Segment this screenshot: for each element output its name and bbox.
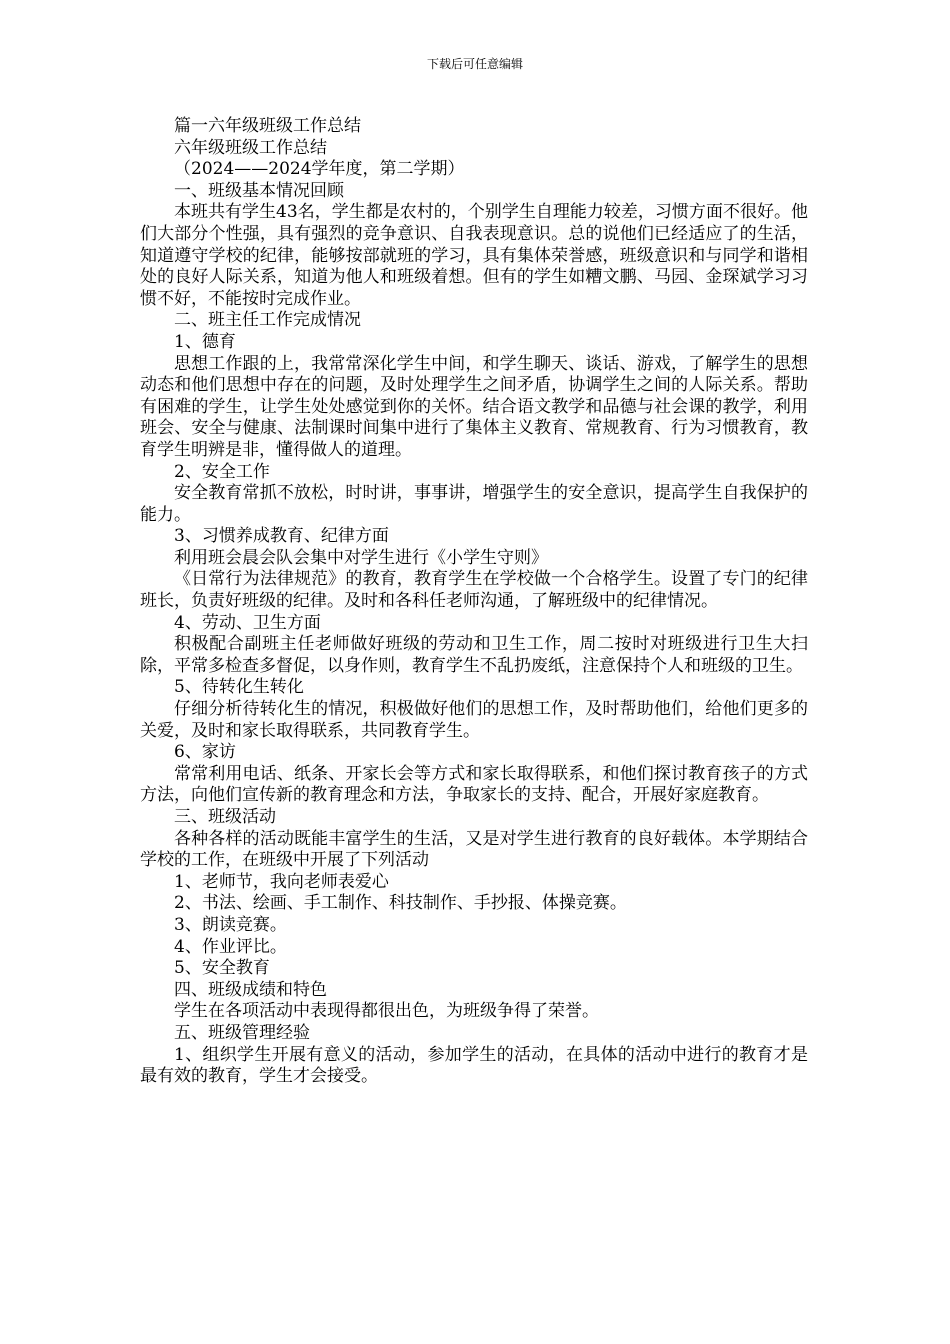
- paragraph: 积极配合副班主任老师做好班级的劳动和卫生工作，周二按时对班级进行卫生大扫除，平常多检查多督促，以身作则，教育学生不乱扔废纸，注意保持个人和班级的卫生。: [140, 634, 808, 676]
- doc-subtitle: 六年级班级工作总结: [174, 137, 327, 158]
- subsection-heading: 6、家访: [174, 742, 236, 763]
- doc-title: 篇一六年级班级工作总结: [174, 116, 361, 136]
- section-heading: 三、班级活动: [174, 807, 276, 827]
- document-body: [140, 116, 808, 1088]
- subsection-heading: 4、劳动、卫生方面: [174, 612, 321, 633]
- paragraph: 常常利用电话、纸条、开家长会等方式和家长取得联系，和他们探讨教育孩子的方式方法，向他们宣传新的教育理念和方法，争取家长的支持、配合，开展好家庭教育。: [140, 763, 808, 806]
- section-heading: 五、班级管理经验: [174, 1022, 310, 1043]
- section-heading: 一、班级基本情况回顾: [174, 180, 344, 201]
- list-item: 3、朗读竞赛。: [174, 914, 287, 935]
- subsection-heading: 2、安全工作: [174, 461, 270, 482]
- paragraph: 思想工作跟的上，我常常深化学生中间，和学生聊天、谈话、游戏，了解学生的思想动态和他们思想中存在的问题，及时处理学生之间矛盾，协调学生之间的人际关系。帮助有困难的学生，让学生处处感觉到你的关怀。结合语文教学和品德与社会课的教学，利用班会、安全与健康、法制课时间集中进行了集体主义教育、常规教育、行为习惯教育，教育学生明辨是非，懂得做人的道理。: [140, 353, 808, 460]
- paragraph: 学生在各项活动中表现得都很出色，为班级争得了荣誉。: [174, 1001, 599, 1022]
- paragraph: 各种各样的活动既能丰富学生的生活，又是对学生进行教育的良好载体。本学期结合学校的工作，在班级中开展了下列活动: [140, 828, 808, 871]
- page-header: 下载后可任意编辑: [426, 57, 523, 71]
- paragraph: 本班共有学生43名，学生都是农村的，个别学生自理能力较差，习惯方面不很好。他们大部分个性强，具有强烈的竞争意识、自我表现意识。总的说他们已经适应了的生活，知道遵守学校的纪律，能够按部就班的学习，具有集体荣誉感，班级意识和与同学和谐相处的良好人际关系，知道为他人和班级着想。但有的学生如糟文鹏、马园、金琛斌学习习惯不好，不能按时完成作业。: [140, 202, 808, 309]
- paragraph: 安全教育常抓不放松，时时讲，事事讲，增强学生的安全意识，提高学生自我保护的能力。: [140, 483, 808, 525]
- list-item: 2、书法、绘画、手工制作、科技制作、手抄报、体操竞赛。: [174, 893, 627, 914]
- list-item: 5、安全教育: [174, 958, 270, 979]
- paragraph: 利用班会晨会队会集中对学生进行《小学生守则》: [174, 547, 548, 568]
- paragraph: 《日常行为法律规范》的教育，教育学生在学校做一个合格学生。设置了专门的纪律班长，负责好班级的纪律。及时和各科任老师沟通，了解班级中的纪律情况。: [140, 569, 808, 612]
- section-heading: 二、班主任工作完成情况: [174, 310, 361, 331]
- subsection-heading: 1、德育: [174, 331, 236, 352]
- subsection-heading: 3、习惯养成教育、纪律方面: [174, 526, 389, 547]
- list-item: 1、老师节，我向老师表爱心: [174, 871, 389, 892]
- section-heading: 四、班级成绩和特色: [174, 979, 327, 1000]
- paragraph: 仔细分析待转化生的情况，积极做好他们的思想工作，及时帮助他们，给他们更多的关爱，及时和家长取得联系，共同教育学生。: [140, 699, 808, 741]
- paragraph: 1、组织学生开展有意义的活动，参加学生的活动，在具体的活动中进行的教育才是最有效的教育，学生才会接受。: [140, 1044, 808, 1087]
- doc-term: （2024——2024学年度，第二学期）: [174, 159, 465, 180]
- list-item: 4、作业评比。: [174, 936, 287, 957]
- subsection-heading: 5、待转化生转化: [174, 677, 304, 698]
